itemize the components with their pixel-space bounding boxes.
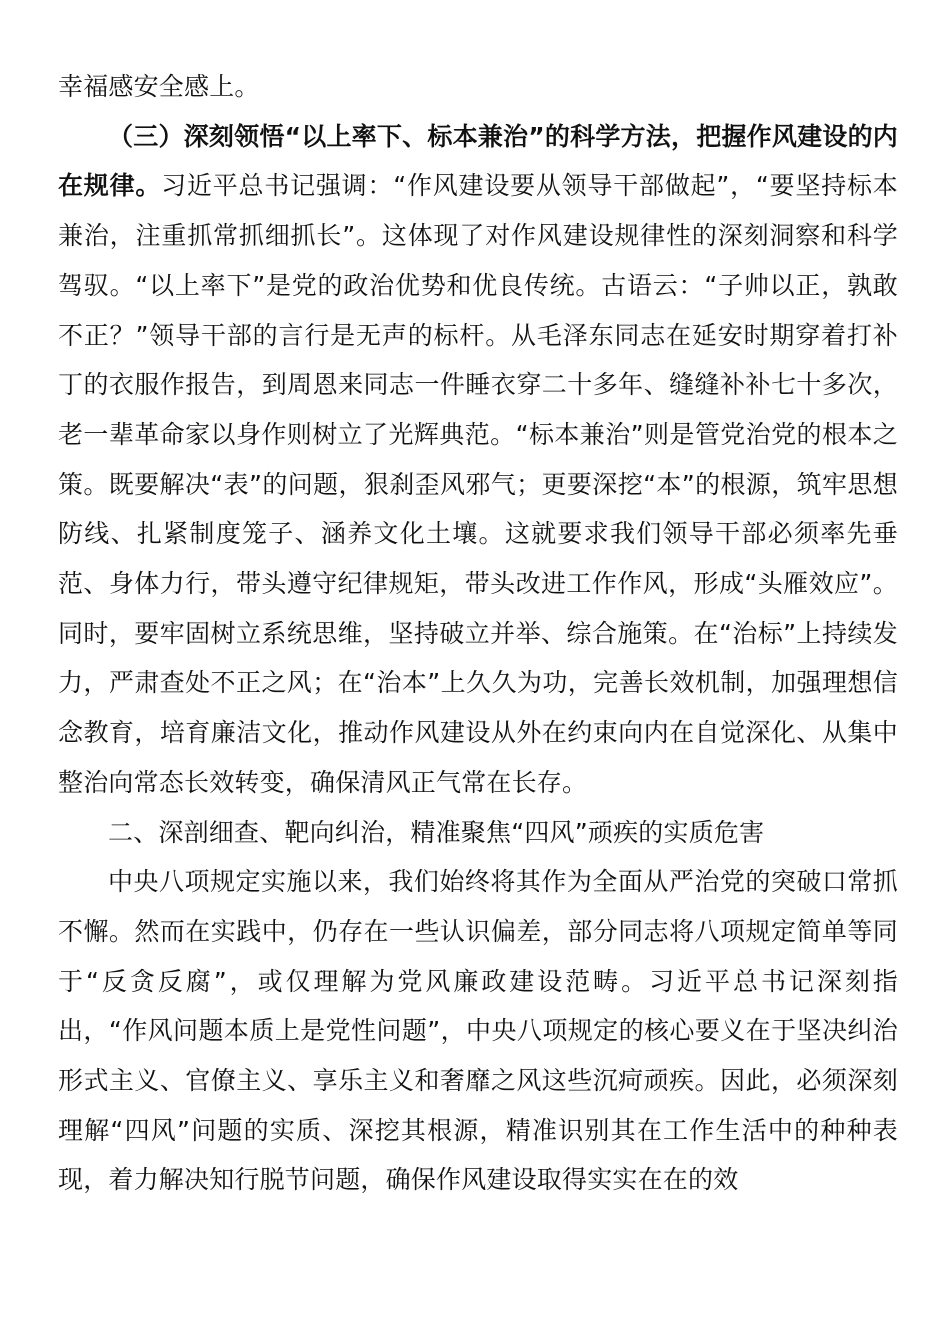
paragraph-section-three — [58, 112, 898, 808]
paragraph-continuation: 幸福感安全感上。 — [58, 72, 260, 101]
subsection-heading: （三）深刻领悟“以上率下、标本兼治”的科学方法，把握作风建设的内在规律。 — [58, 121, 898, 201]
subsection-body: 习近平总书记强调：“作风建设要从领导干部做起”，“要坚持标本兼治，注重抓常抓细抓长”。这体现了对作风建设规律性的深刻洞察和科学驾驭。“以上率下”是党的政治优势和优良传统。古语云：“子帅以正，孰敢不正？”领导干部的言行是无声的标杆。从毛泽东同志在延安时期穿着打补丁的衣服作报告，到周恩来同志一件睡衣穿二十多年、缝缝补补七十多次，老一辈革命家以身作则树立了光辉典范。“标本兼治”则是管党治党的根本之策。既要解决“表”的问题，狠刹歪风邪气；更要深挖“本”的根源，筑牢思想防线、扎紧制度笼子、涵养文化土壤。这就要求我们领导干部必须率先垂范、身体力行，带头遵守纪律规矩，带头改进工作作风，形成“头雁效应”。同时，要牢固树立系统思维，坚持破立并举、综合施策。在“治标”上持续发力，严肃查处不正之风；在“治本”上久久为功，完善长效机制，加强理想信念教育，培育廉洁文化，推动作风建设从外在约束向内在自觉深化、从集中整治向常态长效转变，确保清风正气常在长存。 — [58, 171, 898, 797]
document-page — [58, 62, 898, 1205]
section-heading: 二、深剖细查、靶向纠治，精准聚焦“四风”顽疾的实质危害 — [108, 817, 765, 847]
paragraph-body: 中央八项规定实施以来，我们始终将其作为全面从严治党的突破口常抓不懈。然而在实践中，仍存在一些认识偏差，部分同志将八项规定简单等同于“反贪反腐”，或仅理解为党风廉政建设范畴。习近平总书记深刻指出，“作风问题本质上是党性问题”，中央八项规定的核心要义在于坚决纠治形式主义、官僚主义、享乐主义和奢靡之风这些沉疴顽疾。因此，必须深刻理解“四风”问题的实质、深挖其根源，精准识别其在工作生活中的种种表现，着力解决知行脱节问题，确保作风建设取得实实在在的效 — [58, 867, 898, 1195]
